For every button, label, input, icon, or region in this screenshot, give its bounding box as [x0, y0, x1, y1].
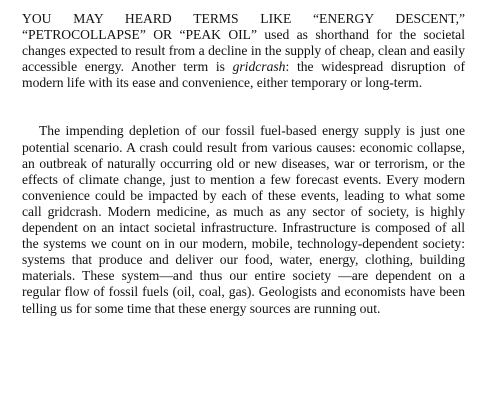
body-paragraph: The impending depletion of our fossil fuel-based energy supply is just one potential scenario. A crash could result from various causes: economic collapse, an outbreak of naturally occurring old or new diseases, war or terrorism, or the effects of climate change, just to mention a few forecast events. Every modern convenience could be impacted by each of these events, leading to what some call gridcrash. Modern medicine, as much as any sector of society, is highly dependent on an intact societal infrastructure. Infrastructure is composed of all the systems we count on in our modern, mobile, technology-dependent society: systems that produce and deliver our food, water, energy, clothing, building materials. These system—and thus our entire society —are dependent on a regular flow of fossil fuels (oil, coal, gas). Geologists and economists have been telling us for some time that these energy sources are running out. — [22, 123, 465, 316]
gridcrash-term: gridcrash — [232, 59, 286, 75]
intro-text-start: YOU MAY HEARD TERMS LIKE “ENERGY DESCENT,” “PETROCOLLAPSE” OR “PEAK OIL” used as shorthand for the societal changes expected to result from a decline in the supply of cheap, clean and easily accessible energy. Another term is — [22, 11, 465, 75]
document-page — [22, 11, 465, 317]
intro-paragraph — [22, 11, 465, 91]
intro-text-end: : the widespread disruption of modern life with its ease and convenience, either temporary or long-term. — [22, 59, 465, 91]
